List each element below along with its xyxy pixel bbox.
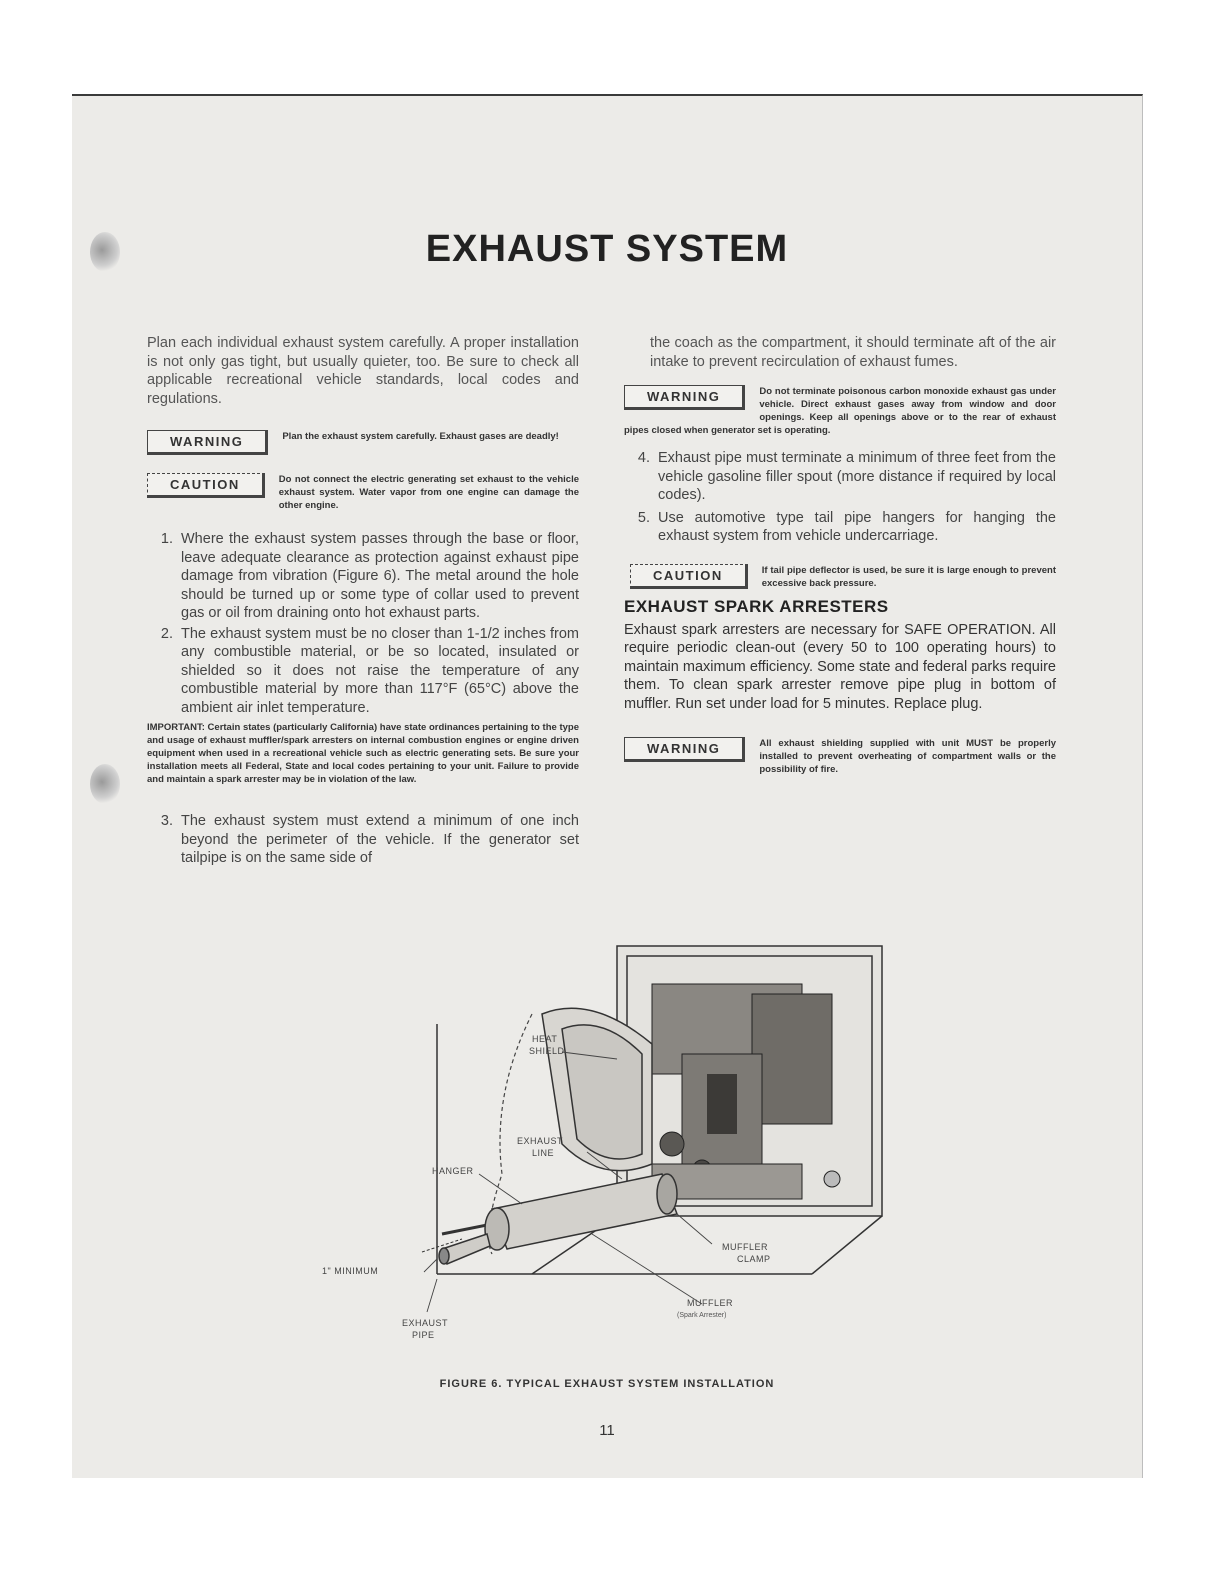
label-muffler-2: (Spark Arrester) [677,1312,727,1319]
page-title: EXHAUST SYSTEM [425,228,789,270]
label-exhaust-pipe-1: EXHAUST [402,1318,449,1328]
heat-shield-drawing [542,1008,652,1170]
intro-paragraph: Plan each individual exhaust system carefully. A proper installation is not only gas tight, but usually quieter, too. Be sure to check all applicable recreational vehicle standards, local codes and regulations. [147,335,579,407]
label-muffler-clamp-2: CLAMP [737,1254,771,1264]
list-item [624,509,1056,546]
caution-badge: CAUTION [147,473,265,498]
page-number: 11 [599,1422,615,1439]
caution-badge: CAUTION [630,564,748,589]
list-item [147,625,579,718]
item-text: The exhaust system must be no closer than 1-1/2 inches from any combustible material, or be so located, insulated or shielded so it does not raise the temperature of any combustible material by more than 117°F (65°C) above the ambient air inlet temperature. [181,625,579,716]
caution-text: If tail pipe deflector is used, be sure it is large enough to prevent excessive back pressure. [761,564,1056,589]
item-number: 3. [160,813,173,829]
label-exhaust-line-2: LINE [532,1148,555,1158]
label-heat-shield-1: HEAT [532,1034,558,1044]
figure-caption: FIGURE 6. TYPICAL EXHAUST SYSTEM INSTALLATION [439,1378,775,1390]
label-minimum: 1" MINIMUM [322,1266,379,1276]
warning-notice-2 [624,385,1056,437]
continued-paragraph: the coach as the compartment, it should terminate aft of the air intake to prevent recirculation of exhaust fumes. [650,335,1056,370]
item-text: The exhaust system must extend a minimum of one inch beyond the perimeter of the vehicle. If the generator set tailpipe is on the same side of [181,813,579,866]
important-note: IMPORTANT: Certain states (particularly California) have state ordinances pertaining to the type and usage of exhaust muffler/spark arresters on internal combustion engines or engine driven equipment when used in a recreational vehicle such as electric generating sets. Be sure your installation meets all Federal, State and local codes pertaining to your unit. Failure to provide and maintain a spark arrester may be in violation of the law. [147,722,579,785]
item-text: Where the exhaust system passes through the base or floor, leave adequate clearance as protection against exhaust pipe damage from vibration (Figure 6). The metal around the hole should be turned up or some type of collar used to prevent gas or oil from draining onto hot exhaust parts. [181,531,579,621]
left-column [147,334,579,868]
caution-notice-1 [147,473,579,512]
label-hanger: HANGER [432,1166,474,1176]
label-heat-shield-2: SHIELD [529,1046,565,1056]
muffler-drawing [422,1174,677,1264]
item-number: 2. [160,625,173,642]
item-text: Use automotive type tail pipe hangers for hanging the exhaust system from vehicle undercarriage. [658,509,1056,544]
section-heading: EXHAUST SPARK ARRESTERS [624,596,889,616]
caution-notice-2 [624,564,1056,591]
right-column [624,334,1056,776]
warning-text: All exhaust shielding supplied with unit MUST be properly installed to prevent overheating of compartment walls or the possibility of fire. [759,738,1056,775]
binder-hole-bottom [90,764,120,804]
item-number: 1. [160,531,173,547]
manual-page [72,94,1143,1478]
label-exhaust-line-1: EXHAUST [517,1136,564,1146]
label-muffler-clamp-1: MUFFLER [722,1242,768,1252]
warning-badge: WARNING [147,430,268,455]
label-exhaust-pipe-2: PIPE [412,1330,435,1340]
warning-notice-1 [147,430,579,457]
exhaust-installation-figure [232,934,1032,1374]
list-item [147,812,579,868]
item-text: Exhaust pipe must terminate a minimum of three feet from the vehicle gasoline filler spout (more distance if required by local codes). [658,450,1056,503]
label-muffler-1: MUFFLER [687,1298,733,1308]
item-number: 5. [637,509,650,526]
requirements-list [147,530,579,717]
warning-text: Do not terminate poisonous carbon monoxide exhaust gas under vehicle. Direct exhaust gases away from window and door openings. Keep all openings above or to the rear of exhaust pipes closed when generator set is operating. [624,386,1056,436]
spark-arrester-paragraph: Exhaust spark arresters are necessary for SAFE OPERATION. All require periodic clean-out (every 50 to 100 operating hours) to maintain maximum efficiency. Some state and federal parks require them. To clean spark arrester remove pipe plug in bottom of muffler. Run set under load for 5 minutes. Replace plug. [624,621,1056,712]
warning-text: Plan the exhaust system carefully. Exhaust gases are deadly! [282,431,559,442]
warning-badge: WARNING [624,385,745,410]
list-item [147,530,579,623]
warning-badge: WARNING [624,737,745,762]
list-item [624,449,1056,505]
item-number: 4. [637,450,650,466]
caution-text: Do not connect the electric generating set exhaust to the vehicle exhaust system. Water vapor from one engine can damage the other engine. [278,474,579,511]
requirements-list-continued [624,449,1056,546]
warning-notice-3 [624,737,1056,776]
